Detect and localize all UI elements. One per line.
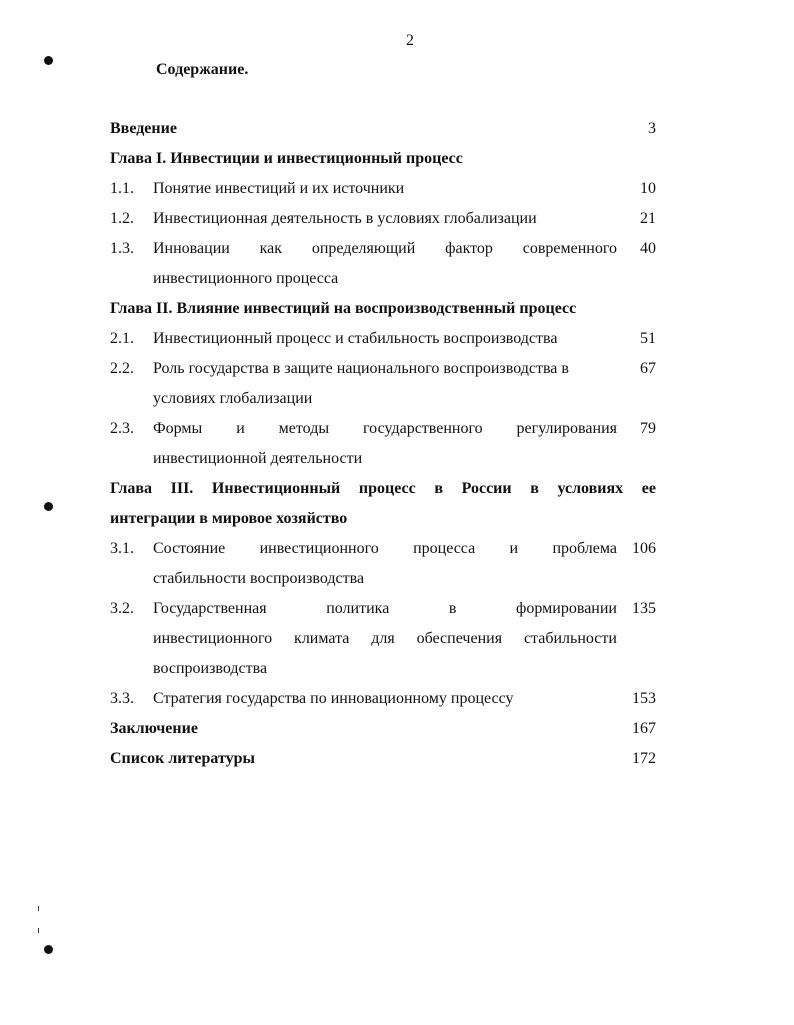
- toc-word: и: [236, 420, 245, 437]
- toc-word: Глава: [110, 480, 152, 497]
- toc-item-page: 79: [640, 420, 656, 437]
- toc-references[interactable]: Список литературы: [110, 750, 255, 767]
- toc-item-number: 2.3.: [110, 420, 134, 437]
- toc-item-number: 3.3.: [110, 690, 134, 707]
- toc-item-title-continued[interactable]: стабильности воспроизводства: [153, 570, 365, 587]
- toc-item-page: 106: [632, 540, 656, 557]
- page-title: Содержание.: [156, 61, 249, 78]
- toc-chapter-3-title-continued[interactable]: интеграции в мировое хозяйство: [110, 510, 348, 527]
- toc-item-number: 1.1.: [110, 180, 134, 197]
- page-number: 2: [406, 32, 414, 49]
- toc-item-title[interactable]: Понятие инвестиций и их источники: [153, 180, 405, 197]
- toc-word: формировании: [516, 600, 617, 617]
- toc-item-title[interactable]: Инвестиционная деятельность в условиях глобализации: [153, 210, 537, 227]
- toc-word: процесс: [358, 480, 416, 497]
- toc-item-page: 21: [640, 210, 656, 227]
- toc-word: России: [461, 480, 512, 497]
- toc-word: условиях: [557, 480, 624, 497]
- binder-hole-mark: [44, 56, 53, 65]
- toc-item-title-continued[interactable]: инвестиционной деятельности: [153, 450, 363, 467]
- toc-word: для: [371, 630, 395, 647]
- toc-word: современного: [522, 240, 617, 257]
- toc-item-title[interactable]: Стратегия государства по инновационному процессу: [153, 690, 514, 707]
- toc-item-number: 3.1.: [110, 540, 134, 557]
- toc-word: Инновации: [153, 240, 230, 257]
- toc-word: Государственная: [153, 600, 267, 617]
- toc-item-title[interactable]: Инвестиционный процесс и стабильность воспроизводства: [153, 330, 558, 347]
- toc-chapter-1-title[interactable]: Глава I. Инвестиции и инвестиционный процесс: [110, 150, 463, 167]
- toc-word: климата: [294, 630, 350, 647]
- toc-item-title-justified[interactable]: [153, 419, 617, 439]
- toc-word: III.: [170, 480, 194, 497]
- toc-item-page: 51: [640, 330, 656, 347]
- scan-artifact: [38, 928, 39, 933]
- toc-item-number: 3.2.: [110, 600, 134, 617]
- toc-word: политика: [326, 600, 390, 617]
- toc-item-title-continued[interactable]: условиях глобализации: [153, 390, 313, 407]
- toc-item-title-continued[interactable]: инвестиционного процесса: [153, 270, 339, 287]
- toc-item-page: 153: [632, 690, 656, 707]
- toc-item-number: 2.1.: [110, 330, 134, 347]
- toc-item-title[interactable]: Роль государства в защите национального воспроизводства в: [153, 360, 569, 377]
- scan-artifact: [38, 906, 39, 911]
- toc-word: в: [530, 480, 539, 497]
- toc-item-title-justified[interactable]: [153, 599, 617, 619]
- toc-intro[interactable]: [110, 119, 177, 139]
- toc-conclusion[interactable]: Заключение: [110, 720, 198, 737]
- toc-chapter-3-title[interactable]: [110, 479, 656, 499]
- toc-word: Формы: [153, 420, 203, 437]
- toc-word: стабильности: [523, 630, 617, 647]
- toc-item-title-continued[interactable]: воспроизводства: [153, 660, 268, 677]
- toc-item-page: 10: [640, 180, 656, 197]
- toc-word: как: [259, 240, 283, 257]
- toc-intro-page: 3: [648, 120, 656, 137]
- toc-word: процесса: [413, 540, 476, 557]
- toc-references-page: 172: [632, 750, 656, 767]
- toc-item-title-justified[interactable]: [153, 539, 617, 559]
- toc-intro-label: Введение: [110, 120, 177, 137]
- toc-item-page: 67: [640, 360, 656, 377]
- toc-word: государственного: [363, 420, 483, 437]
- toc-word: методы: [278, 420, 330, 437]
- toc-word: ее: [641, 480, 656, 497]
- toc-chapter-2-title[interactable]: Глава II. Влияние инвестиций на воспроизводственный процесс: [110, 300, 577, 317]
- toc-word: регулирования: [516, 420, 617, 437]
- toc-item-title-justified[interactable]: [153, 629, 617, 649]
- toc-item-title-justified[interactable]: [153, 239, 617, 259]
- toc-item-number: 1.3.: [110, 240, 134, 257]
- toc-word: фактор: [445, 240, 493, 257]
- toc-conclusion-page: 167: [632, 720, 656, 737]
- toc-word: инвестиционного: [153, 630, 273, 647]
- binder-hole-mark: [44, 945, 53, 954]
- toc-item-page: 40: [640, 240, 656, 257]
- toc-word: в: [434, 480, 443, 497]
- toc-item-page: 135: [632, 600, 656, 617]
- toc-word: обеспечения: [416, 630, 503, 647]
- toc-word: и: [509, 540, 519, 557]
- binder-hole-mark: [44, 502, 53, 511]
- toc-word: Состояние: [153, 540, 226, 557]
- toc-word: инвестиционного: [259, 540, 379, 557]
- toc-word: определяющий: [311, 240, 416, 257]
- toc-item-number: 1.2.: [110, 210, 134, 227]
- toc-word: проблема: [552, 540, 617, 557]
- toc-word: в: [448, 600, 457, 617]
- toc-item-number: 2.2.: [110, 360, 134, 377]
- toc-word: Инвестиционный: [211, 480, 341, 497]
